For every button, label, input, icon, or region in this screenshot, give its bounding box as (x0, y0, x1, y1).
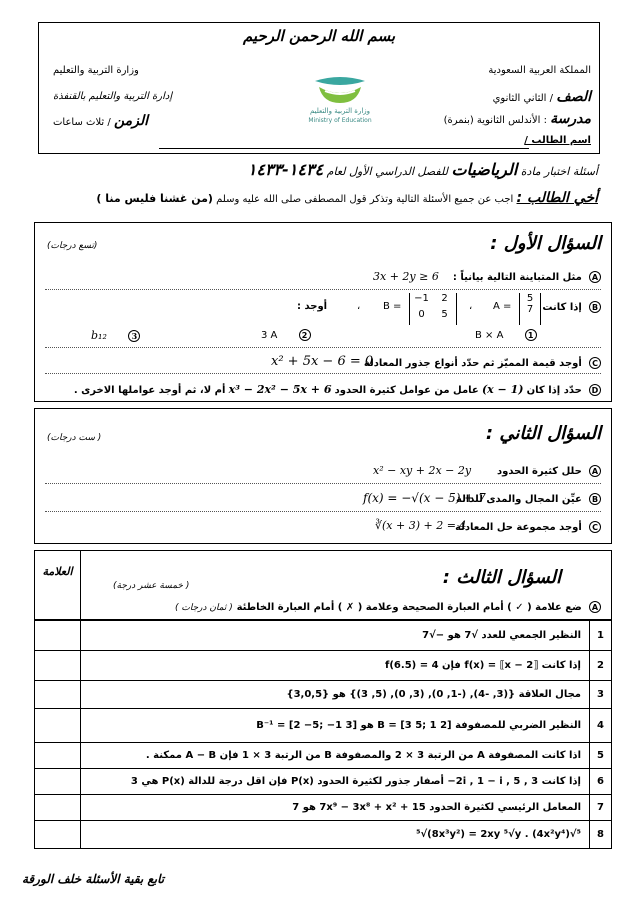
q1-b-item-1 (475, 329, 537, 341)
q1-title: السؤال الأول : (490, 233, 601, 254)
table-row (35, 621, 612, 651)
q1-a-label: A (589, 271, 601, 283)
q2-c-text: أوجد مجموعة حل المعادلة (455, 522, 582, 533)
q1-d-math2: x³ − 2x² − 5x + 6 (228, 383, 332, 396)
row-number: 4 (590, 709, 612, 743)
matrix-a (519, 293, 541, 325)
q1-b-item-3-text: b₁₂ (91, 329, 107, 342)
school-line (444, 111, 591, 127)
logo-caption-en: Ministry of Education (308, 117, 372, 124)
q1-b-item-1-num: 1 (525, 329, 537, 341)
q2-b-math: f(x) = −√(x − 5) + 7 (363, 491, 486, 505)
admin-name: إدارة التربية والتعليم بالقنفذة (53, 91, 173, 102)
q1-d-text3: أم لا، ثم أوجد عواملها الاخرى . (73, 385, 226, 396)
row-statement: اذا كانت المصفوفة A من الرتبة 3 × 2 والمصفوفة B من الرتبة 3 × 1 فإن A − B ممكنة . (81, 743, 590, 769)
q1-sep-3 (45, 373, 601, 374)
q1-c-math: x² + 5x − 6 = 0 (271, 354, 374, 369)
q1-b-item-1-text: B × A (475, 330, 504, 341)
q1-b-item-2-num: 2 (299, 329, 311, 341)
q1-c-label: C (589, 357, 601, 369)
q1-b-label: B (589, 301, 601, 313)
row-number: 5 (590, 743, 612, 769)
matrix-a-r2: 7 (526, 304, 534, 315)
q1-comma-1: ، (469, 301, 473, 312)
answer-mark-cell[interactable] (35, 709, 81, 743)
q1-part-b (542, 301, 601, 313)
q1-d-text2: عامل من عوامل كثيرة الحدود (334, 385, 479, 396)
matrix-b-12: 2 (441, 293, 448, 304)
q2-a-math: x² − xy + 2x − 2y (373, 464, 472, 477)
time-value: / ثلاث ساعات (53, 117, 111, 128)
answer-mark-cell[interactable] (35, 681, 81, 709)
q2-c-label: C (589, 521, 601, 533)
q3-title: السؤال الثالث : (442, 567, 561, 588)
class-line (493, 89, 591, 105)
exam-year: ١٤٣٤-١٤٣٣ (247, 160, 324, 179)
row-number: 2 (590, 651, 612, 681)
title-post: للفصل الدراسي الأول لعام (326, 165, 448, 178)
q1-d-label: D (589, 384, 601, 396)
row-statement: ⁵√(4x²y⁴) . ⁵√(8x³y²) = 2xy ⁵√y (81, 821, 590, 849)
school-value: : الأندلس الثانوية (بنمرة) (443, 115, 547, 126)
exam-title (248, 160, 598, 179)
table-row (35, 681, 612, 709)
title-pre: أسئلة اختبار مادة (520, 165, 598, 178)
student-name-field: اسم الطالب / (524, 135, 591, 146)
q1-d-text1: حدّد إذا كان (526, 385, 582, 396)
q3-grade: ( خمسة عشر درجة) (113, 581, 190, 591)
q1-part-d (74, 383, 601, 396)
matrix-b (409, 293, 457, 325)
row-statement: إذا كانت f(x) = ⟦x − 2⟧ فإن f(6.5) = 4 (81, 651, 590, 681)
q1-find-label: أوجد : (297, 301, 328, 312)
q1-c-text: أوجد قيمة المميّز ثم حدّد أنواع جذور المعادلة (363, 358, 582, 369)
question-1-box (34, 222, 612, 402)
q1-part-a (453, 271, 601, 283)
q1-b-item-3 (91, 329, 140, 342)
answer-mark-cell[interactable] (35, 743, 81, 769)
hadith: (من غشنا فليس منا ) (96, 192, 213, 205)
footer-note: تابع بقية الأسئلة خلف الورقة (22, 872, 165, 886)
q1-d-math1: (x − 1) (481, 383, 524, 396)
row-number: 3 (590, 681, 612, 709)
q3-a-label: A (589, 601, 601, 613)
q1-b-text: إذا كانت (542, 302, 582, 313)
q1-sep-2 (45, 347, 601, 348)
q1-grade: (تسع درجات) (47, 241, 98, 251)
q2-part-a (497, 465, 601, 477)
ministry-logo (285, 73, 395, 129)
row-statement: النظير الضربي للمصفوفة B = [3 5; 1 2] هو B⁻¹ = [2 −5; −1 3] (81, 709, 590, 743)
q1-matrix-b-label: B = (383, 301, 402, 312)
row-number: 8 (590, 821, 612, 849)
q2-sep-2 (45, 511, 601, 512)
table-row (35, 651, 612, 681)
q1-sep-1 (45, 289, 601, 290)
row-number: 6 (590, 769, 612, 795)
row-statement: النظير الجمعي للعدد √7 هو −√7 (81, 621, 590, 651)
row-statement: مجال العلاقة {(3, -4), (-1, 0), (3, 0), (5, 3)} هو {3,0,5} (81, 681, 590, 709)
kingdom-name: المملكة العربية السعودية (488, 65, 591, 76)
ministry-name: وزارة التربية والتعليم (53, 65, 139, 76)
q1-b-item-2-text: 3 A (261, 330, 278, 341)
q1-b-item-2 (261, 329, 311, 341)
mark-header: العلامة (42, 565, 73, 578)
table-row (35, 769, 612, 795)
true-false-body (35, 621, 612, 849)
q2-part-c (455, 521, 601, 533)
q2-a-text: حلل كثيرة الحدود (497, 466, 582, 477)
q1-part-c (364, 357, 601, 369)
q1-a-text: مثل المتباينة التالية بيانياً : (452, 272, 582, 283)
table-row (35, 821, 612, 849)
instructions (96, 190, 598, 206)
row-statement: المعامل الرئيسي لكثيرة الحدود 7x⁹ − 3x⁸ + x² + 15 هو 7 (81, 795, 590, 821)
instruction-text: اجب عن جميع الأسئلة التالية وتذكر قول المصطفى صلى الله عليه وسلم (216, 194, 514, 205)
row-number: 7 (590, 795, 612, 821)
row-statement: إذا كانت 2i , 1 − i , 5 , 3− أصفار جذور لكثيرة الحدود P(x) فإن اقل درجة للدالة P(x) هي 3 (81, 769, 590, 795)
student-name-line (159, 148, 529, 149)
q1-comma-2: ، (357, 301, 361, 312)
true-false-table (34, 620, 612, 849)
answer-mark-cell[interactable] (35, 821, 81, 849)
row-number: 1 (590, 621, 612, 651)
q2-b-text: عيِّن المجال والمدى للدالة (456, 494, 582, 505)
class-value: / الثاني الثانوي (492, 93, 554, 104)
q2-b-label: B (589, 493, 601, 505)
student-addr: أخي الطالب : (516, 190, 598, 206)
logo-caption: وزارة التربية والتعليم (309, 107, 371, 115)
time-label: الزمن (113, 113, 148, 129)
q3-a-grade: ( ثمان درجات ) (175, 603, 233, 613)
q1-matrix-a-label: A = (493, 301, 512, 312)
mark-column-head (35, 551, 81, 621)
q3-a-text: ضع علامة ( ✓ ) أمام العبارة الصحيحة وعلامة ( ✗ ) أمام العبارة الخاطئة (236, 602, 582, 613)
answer-mark-cell[interactable] (35, 621, 81, 651)
matrix-b-21: 0 (418, 309, 425, 320)
q2-a-label: A (589, 465, 601, 477)
table-row (35, 709, 612, 743)
matrix-a-r1: 5 (526, 293, 534, 304)
subject-name: الرياضيات (451, 160, 518, 179)
time-line (53, 113, 148, 129)
header-box (38, 22, 600, 154)
answer-mark-cell[interactable] (35, 795, 81, 821)
answer-mark-cell[interactable] (35, 769, 81, 795)
question-3-head (34, 550, 612, 620)
matrix-b-22: 5 (441, 309, 448, 320)
class-label: الصف (556, 89, 591, 105)
table-row (35, 795, 612, 821)
q2-grade: ( ست درجات) (47, 433, 102, 443)
q3-part-a (237, 601, 601, 613)
q2-title: السؤال الثاني : (485, 423, 601, 444)
matrix-b-11: −1 (414, 293, 429, 304)
answer-mark-cell[interactable] (35, 651, 81, 681)
question-2-box (34, 408, 612, 544)
q2-c-math: ∛(x + 3) + 2 = 4 (375, 519, 467, 532)
table-row (35, 743, 612, 769)
q2-sep-1 (45, 483, 601, 484)
basmala: بسم الله الرحمن الرحيم (242, 27, 396, 45)
q1-b-item-3-num: 3 (128, 330, 140, 342)
school-label: مدرسة (550, 111, 591, 127)
q1-a-math: 3x + 2y ≥ 6 (373, 270, 439, 283)
